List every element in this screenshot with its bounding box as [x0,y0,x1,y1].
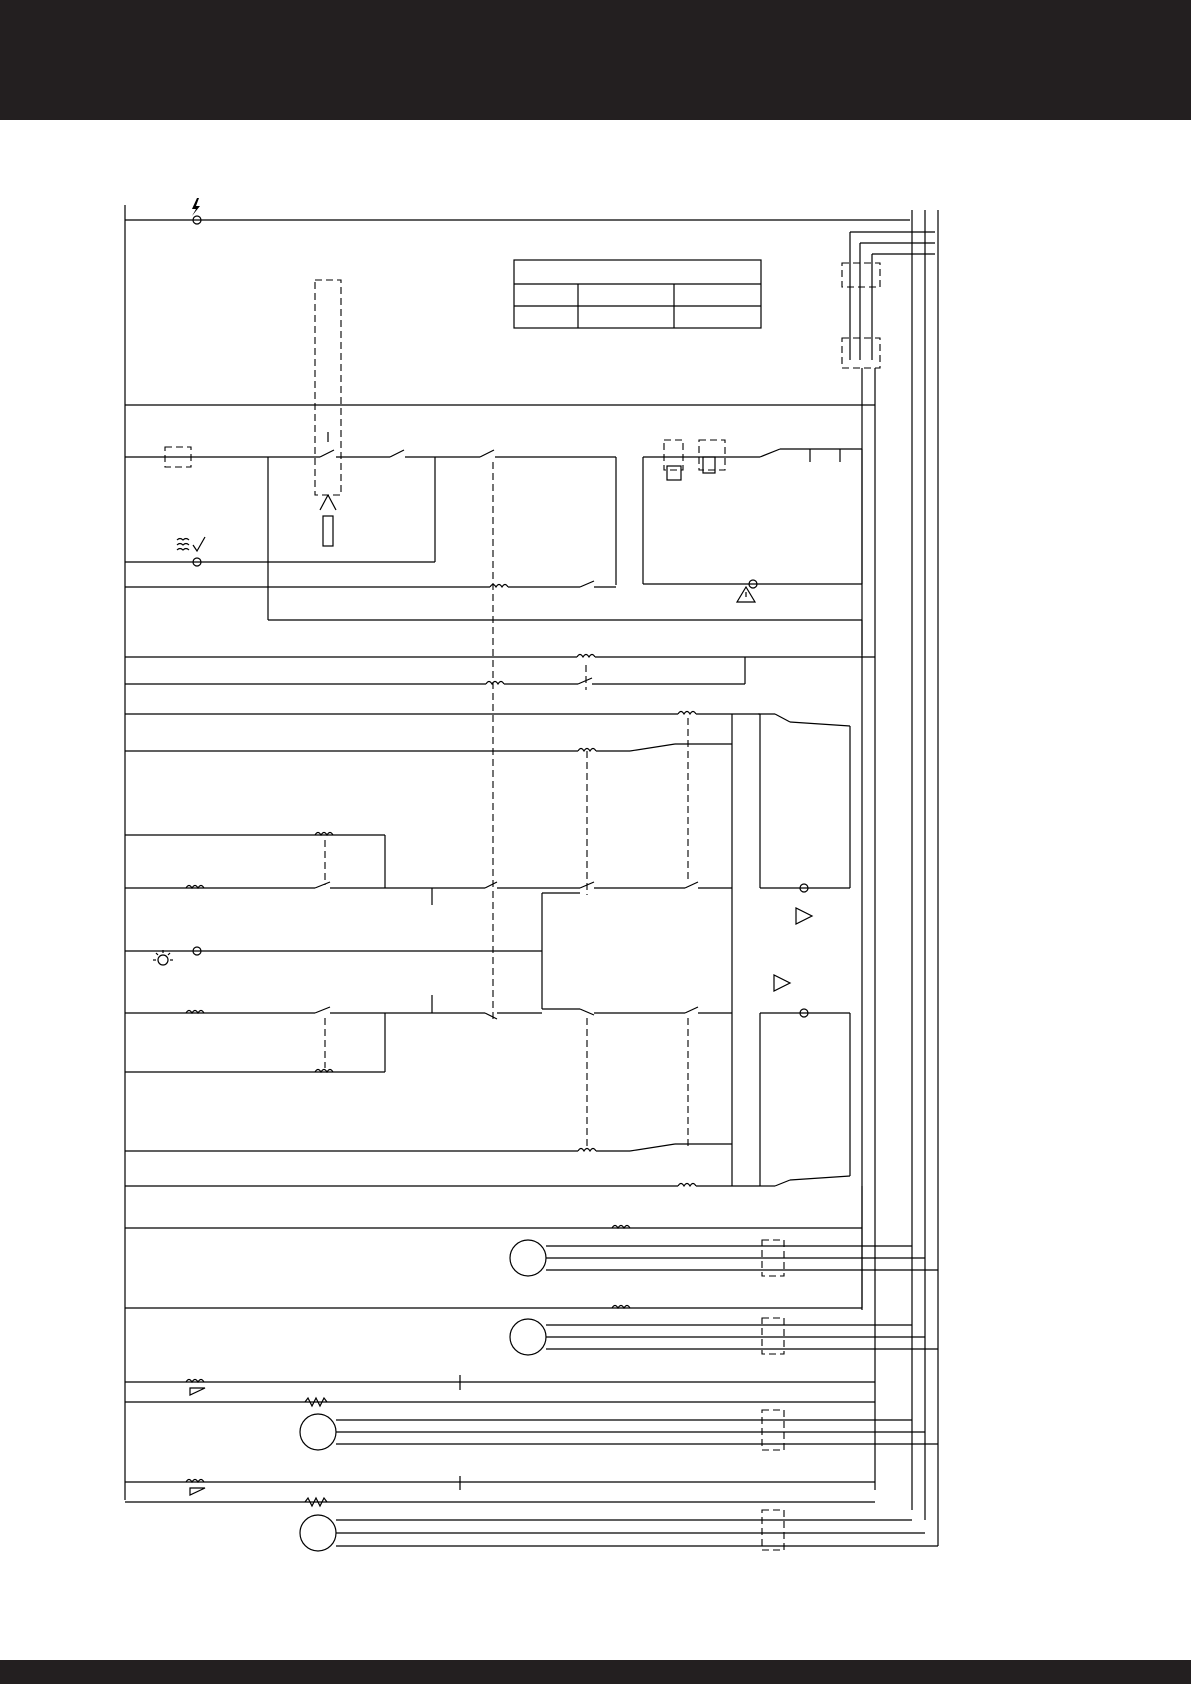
float-switch [315,280,341,546]
water-level-check-icon [177,537,205,551]
pressure-switch-group [664,440,840,480]
warning-triangle-icon [737,587,755,602]
motor-circuits [125,1186,938,1551]
relay-circuits [125,462,875,1186]
info-table [514,260,761,328]
power-bus [125,205,938,1546]
control-circuit [125,405,875,655]
triangle-indicator-icon [774,908,812,991]
lightning-bolt-icon [192,198,200,216]
sun-light-icon [153,950,173,965]
